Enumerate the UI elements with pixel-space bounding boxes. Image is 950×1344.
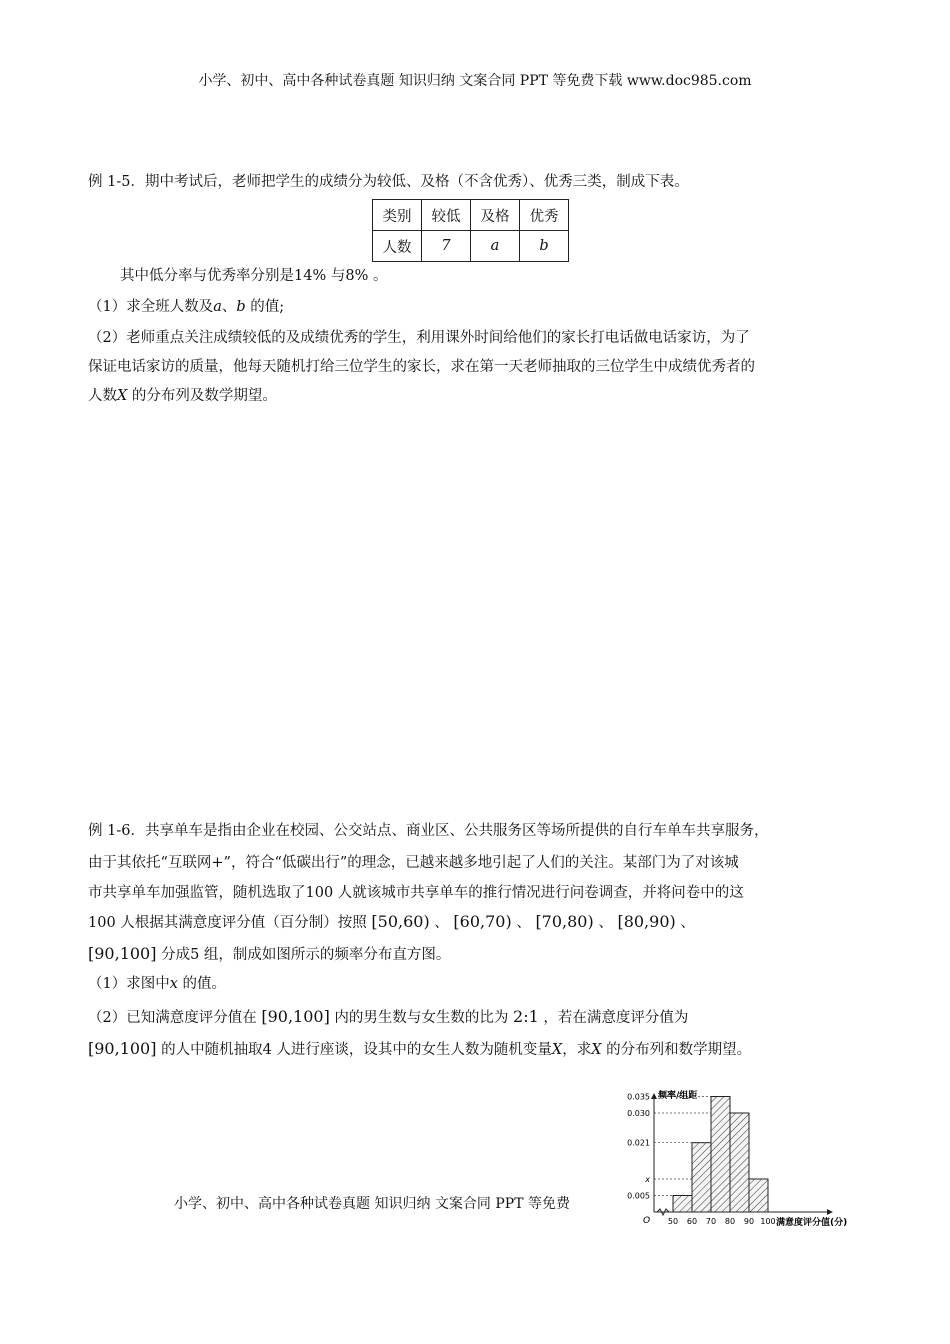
table-cell: 7 — [422, 231, 471, 262]
table-header-cell: 优秀 — [520, 200, 569, 231]
ratio: 2:1 — [513, 1007, 539, 1026]
math-var: a — [213, 299, 222, 315]
ex16-q2-line2 — [88, 1035, 878, 1064]
x-tick-label: 90 — [743, 1217, 755, 1226]
table-header-cell: 类别 — [373, 200, 422, 231]
ex16-line5 — [88, 940, 878, 969]
table-cell: a — [471, 231, 520, 262]
x-tick-labels — [668, 1217, 776, 1226]
math-value: 14% — [294, 268, 327, 284]
y-tick-label: 0.021 — [627, 1138, 650, 1148]
text: 人数 — [88, 388, 117, 404]
table-row-label: 人数 — [373, 231, 422, 262]
text: 的分布列和数学期望。 — [601, 1042, 752, 1058]
ex15-rate-line — [120, 262, 910, 290]
text: 人进行座谈，设其中的女生人数为随机变量 — [271, 1042, 552, 1058]
interval: [90,100] — [261, 1007, 330, 1026]
ex16-line4 — [88, 908, 878, 937]
text: 、 — [593, 915, 618, 931]
y-tick-label: 0.030 — [627, 1109, 650, 1118]
table-row — [373, 200, 569, 231]
interval: [50,60) — [371, 912, 430, 931]
math-value: 100 — [88, 915, 116, 931]
text: （1）求图中 — [88, 976, 170, 992]
y-tick-labels — [627, 1093, 650, 1201]
x-tick-label: 50 — [667, 1217, 679, 1226]
ex16-q2-line1 — [88, 1003, 878, 1032]
x-tick-label: 100 — [760, 1217, 776, 1226]
ex16-line1: 例 1-6．共享单车是指由企业在校园、公交站点、商业区、公共服务区等场所提供的自行车单车共享服务， — [88, 823, 769, 839]
text: 分成 — [156, 947, 191, 963]
text: 的值。 — [177, 976, 227, 992]
math-var: x — [169, 976, 178, 992]
bars — [673, 1097, 768, 1213]
text: 、 — [511, 915, 536, 931]
x-tick-label: 80 — [724, 1217, 736, 1226]
text: 与 — [326, 268, 346, 284]
y-tick-label: x — [645, 1175, 650, 1184]
histogram-bar — [673, 1196, 692, 1213]
math-value: 5 — [190, 947, 200, 963]
ex15-q2-line1: （2）老师重点关注成绩较低的及成绩优秀的学生，利用课外时间给他们的家长打电话做电话家访，为了 — [88, 330, 750, 346]
text: 人根据其满意度评分值（百分制）按照 — [115, 915, 372, 931]
text: 的值; — [245, 299, 285, 315]
math-value: 100 — [305, 885, 334, 901]
text: 其中低分率与优秀率分别是 — [120, 268, 294, 284]
interval: [60,70) — [453, 912, 512, 931]
text: （1）求全班人数及 — [88, 299, 214, 315]
table-header-cell: 及格 — [471, 200, 520, 231]
text: 。 — [368, 268, 388, 284]
text: 内的男生数与女生数的比为 — [329, 1010, 514, 1026]
math-var: X — [591, 1042, 602, 1058]
y-axis-label: 频率/组距 — [658, 1091, 698, 1101]
math-var: X — [551, 1042, 563, 1058]
text: 的分布列及数学期望。 — [127, 388, 277, 404]
ex15-q2-line2: 保证电话家访的质量，他每天随机打给三位学生的家长，求在第一天老师抽取的三位学生中成绩优秀者的 — [88, 359, 755, 375]
x-axis-label: 满意度评分值(分) — [776, 1218, 848, 1228]
score-table — [372, 199, 569, 262]
text: ，若在满意度评分值为 — [538, 1010, 689, 1026]
text: 、 — [429, 915, 454, 931]
math-var: b — [236, 299, 246, 315]
text: 人就该城市共享单车的推行情况进行问卷调查，并将问卷中的这 — [333, 885, 744, 901]
ex15-q2-line3 — [88, 382, 878, 410]
math-value: 4 — [262, 1042, 272, 1058]
x-tick-label: 70 — [705, 1217, 717, 1226]
text: 的人中随机抽取 — [156, 1042, 263, 1058]
origin-label: O — [643, 1216, 651, 1226]
text: 、 — [675, 915, 695, 931]
histogram-bar — [711, 1097, 730, 1213]
text: 市共享单车加强监管，随机选取了 — [88, 885, 306, 901]
table-row — [373, 231, 569, 262]
histogram-bar — [749, 1179, 768, 1212]
y-tick-label: 0.005 — [627, 1191, 650, 1201]
ex16-q1 — [88, 970, 878, 998]
interval: [80,90) — [617, 912, 676, 931]
page-footer: 小学、初中、高中各种试卷真题 知识归纳 文案合同 PPT 等免费 — [174, 1196, 570, 1212]
y-tick-label: 0.035 — [627, 1092, 650, 1102]
ex15-intro: 例 1-5．期中考试后，老师把学生的成绩分为较低、及格（不含优秀）、优秀三类，制成下表。 — [88, 174, 689, 190]
interval: [70,80) — [535, 912, 594, 931]
math-value: 8% — [345, 268, 369, 284]
interval: [90,100] — [88, 1039, 157, 1058]
table-header-cell: 较低 — [422, 200, 471, 231]
interval: [90,100] — [88, 944, 157, 963]
histogram-bar — [692, 1143, 711, 1212]
text: 组，制成如图所示的频率分布直方图。 — [199, 947, 451, 963]
table-cell: b — [520, 231, 569, 262]
ex16-line3 — [88, 879, 878, 907]
frequency-histogram — [618, 1082, 878, 1232]
text: ，求 — [562, 1042, 592, 1058]
histogram-bar — [730, 1113, 749, 1212]
text: （2）已知满意度评分值在 — [88, 1010, 262, 1026]
page-header: 小学、初中、高中各种试卷真题 知识归纳 文案合同 PPT 等免费下载 www.doc985.com — [198, 73, 752, 89]
ex15-q1 — [88, 293, 878, 321]
text: 、 — [221, 299, 237, 315]
x-tick-label: 60 — [686, 1217, 698, 1226]
math-var: X — [117, 388, 128, 404]
ex16-line2: 由于其依托“互联网+”，符合“低碳出行”的理念，已越来越多地引起了人们的关注。某部门为了对该城 — [88, 855, 739, 871]
